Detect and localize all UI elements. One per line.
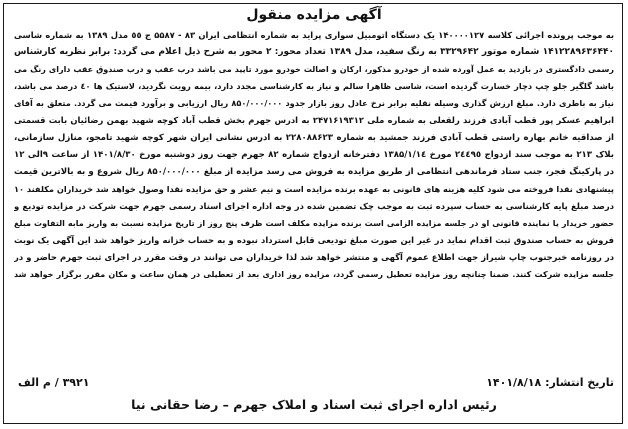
body-line: در روزنامه خبرجنوب چاپ شیراز جهت اطلاع عموم آگهی و منتشر خواهد شد لذا خریداران می توانند در وقت مقرر در اجرای ثبت جهرم حاضر و در bbox=[14, 252, 614, 263]
notice-title: آگهی مزایده منقول bbox=[246, 7, 382, 23]
body-line: حضور خریدار یا نماینده قانونی او در جلسه مزایده الزامی است برنده مزایده مکلف است ظرف پنج روز از تاریخ مزایده نسبت به واریز مابه التفاوت مبلغ bbox=[14, 219, 614, 229]
body-line: به موجب پرونده اجرائی کلاسه ۱۴۰۰۰۰۱۲۷ یک دستگاه اتومبیل سواری پراید به شماره انتظامی ایران ۸۳ - ۵۵۸۷ ج ٥٥ مدل ۱۳۸۹ به شماره شاسی bbox=[14, 30, 614, 40]
body-line: ۱۴۱۲۲۸۹۶۳۶۴۴۰ شماره موتور ۳۳۲۹۶۴۲ به رنگ سفید، مدل ۱۳۸۹ تعداد محور: ۲ محور به شرح ذیل اعلام می گردد: برابر نظریه کارشناس bbox=[14, 47, 614, 58]
body-line: فروش به حساب صندوق ثبت اقدام نماید در غیر این صورت مبلغ تودیعی قابل استرداد نبوده و به حساب خزانه واریز خواهد شد این آگهی یک نوبت bbox=[14, 235, 614, 246]
body-line: درصد مبلغ پایه کارشناسی به حساب سپرده ثبت به موجب چک تضمین شده در وجه اداره اجرای اسناد رسمی جهرم جهت شرکت در مزایده تودیع و bbox=[14, 200, 614, 211]
notice-footer bbox=[14, 374, 614, 392]
body-line: باشد گلگیر جلو چپ دچار خسارت گردیده است، شاسی ظاهرا سالم و نیاز به کارشناسی مجدد دارد، بیمه رویت نگردید، لاستیک ها ٤٠ درصد می باشد، bbox=[14, 81, 614, 92]
notice-body bbox=[14, 27, 614, 283]
signature-line: رئیس اداره اجرای ثبت اسناد و املاک جهرم – رضا حقانی نیا bbox=[131, 397, 497, 412]
body-line: از صداقیه خانم بهاره راستی قطب آبادی فرزند جمشید به شماره ۲۲۸۰۸۸۶۲۳ به ادرس نشانی ایران شهر کوچه شهید تامجو، منازل سازمانی، bbox=[14, 132, 614, 143]
ad-code: ۳۹۲۱ / م الف bbox=[18, 376, 90, 389]
body-line: پیشنهادی نقدا فروخته می شود کلیه هزینه های قانونی به عهده برنده مزایده است و نیم عشر و حق مزایده نقدا وصول خواهد شد خریداران مکلفند ۱۰ bbox=[14, 183, 614, 194]
body-line: در پارکینگ فجر، جنب ستاد فرماندهی انتظامی از طریق مزایده به فروش می رسد مزایده از مبلغ ۸۵۰/۰۰۰/۰۰۰ ریال شروع و به بالاترین قیمت bbox=[14, 166, 614, 177]
body-line: رسمی دادگستری در بازدید به عمل آورده شده از خودرو مذکور، ارکان و اصالت خودرو مورد تایید می باشد درب عقب و درب صندوق عقب دارای رنگ می bbox=[14, 65, 614, 75]
body-line: ابراهیم عسکر پور قطب آبادی فرزند رلقعلی به شماره ملی ۲۴۷۱۶۱۹۳۱۲ به ادرس جهرم بخش قطب آباد کوچه شهید بهمن رضائیان بابت قسمتی bbox=[14, 115, 614, 126]
body-line: بلاک ۲۱۳ به موجب سند ازدواج ٢٤٤٩٥ مورخ ۱۳۸۵/۱/۱٤ دفترخانه ازدواج شماره ۸۲ جهرم جهت روز دوشنبه مورخ ۱۴۰۱/۸/۳۰ از ساعت ۹الی ۱۲ bbox=[14, 149, 614, 160]
body-line: جلسه مزایده شرکت کنند. ضمنا چنانچه روز مزایده تعطیل رسمی گردد، مزایده روز اداری بعد از تعطیلی در همان ساعت و مکان مقرر برگزار خواهد شد bbox=[14, 270, 614, 280]
publication-date: تاریخ انتشار: ۱۴۰۱/۸/۱۸ bbox=[486, 376, 614, 389]
body-line: نیاز به باطری دارد. مبلغ ارزش گذاری وسیله نقلیه برابر نرخ عادل روز بازار جدود ۸۵۰/۰۰۰/۰۰۰ ریال ارزیابی و برآورد قیمت می گردد. متعلق به آقای bbox=[14, 98, 614, 109]
